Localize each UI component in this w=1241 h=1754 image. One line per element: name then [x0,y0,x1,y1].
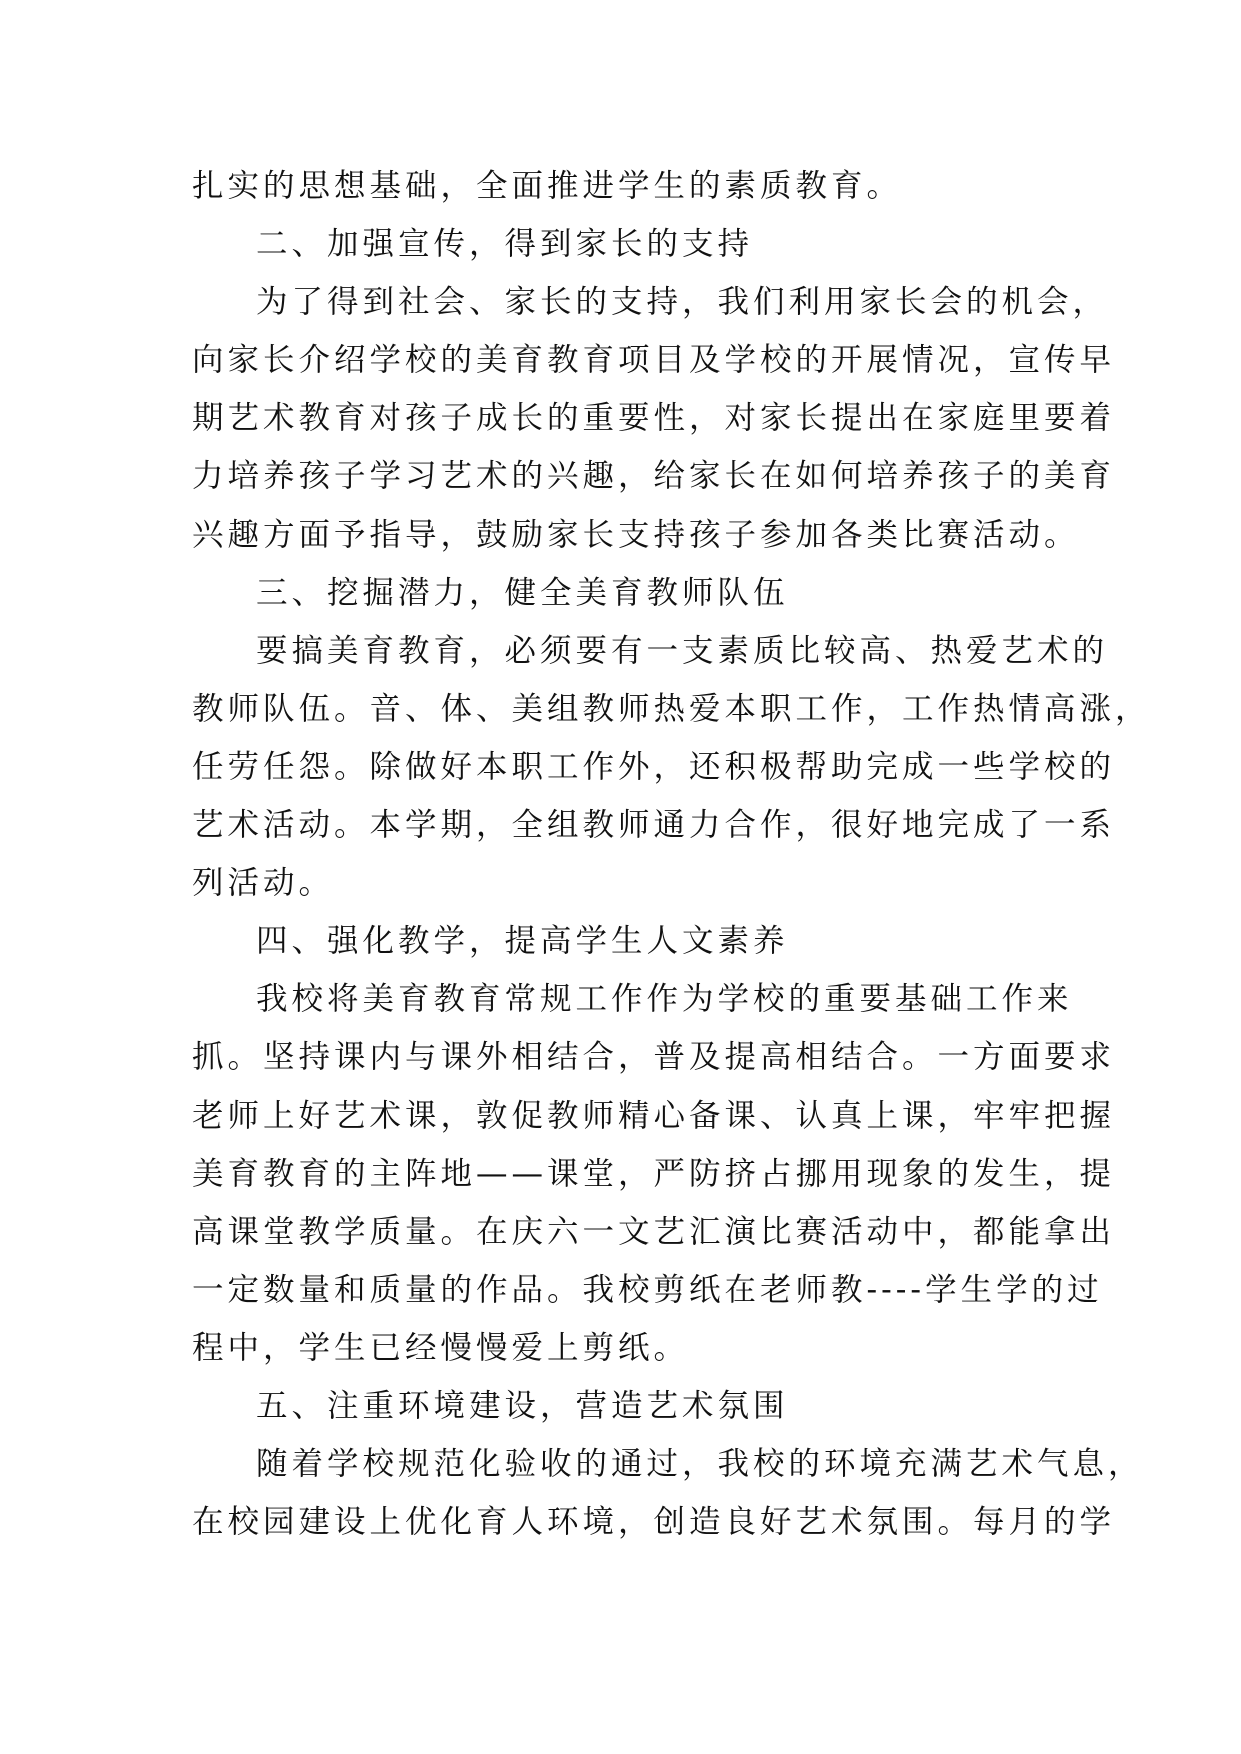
text-line: 抓。坚持课内与课外相结合，普及提高相结合。一方面要求 [192,1039,1116,1076]
text-line: 随着学校规范化验收的通过，我校的环境充满艺术气息， [256,1446,1144,1483]
text-line: 我校将美育教育常规工作作为学校的重要基础工作来 [256,981,1073,1018]
text-line: 程中，学生已经慢慢爱上剪纸。 [192,1329,690,1366]
text-line: 美育教育的主阵地——课堂，严防挤占挪用现象的发生，提 [192,1155,1116,1192]
text-line: 教师队伍。音、体、美组教师热爱本职工作，工作热情高涨， [192,690,1151,727]
section-heading: 四、强化教学，提高学生人文素养 [256,923,789,960]
text-line: 在校园建设上优化育人环境，创造良好艺术氛围。每月的学 [192,1504,1116,1541]
text-line: 兴趣方面予指导，鼓励家长支持孩子参加各类比赛活动。 [192,516,1080,553]
text-line: 一定数量和质量的作品。我校剪纸在老师教----学生学的过 [192,1271,1103,1308]
text-line: 向家长介绍学校的美育教育项目及学校的开展情况，宣传早 [192,342,1116,379]
text-line: 扎实的思想基础，全面推进学生的素质教育。 [192,168,903,204]
section-heading: 五、注重环境建设，营造艺术氛围 [256,1387,789,1424]
text-line: 老师上好艺术课，敦促教师精心备课、认真上课，牢牢把握 [192,1097,1116,1134]
text-line: 要搞美育教育，必须要有一支素质比较高、热爱艺术的 [256,632,1109,669]
section-heading: 二、加强宣传，得到家长的支持 [256,226,754,263]
text-line: 高课堂教学质量。在庆六一文艺汇演比赛活动中，都能拿出 [192,1213,1116,1250]
section-heading: 三、挖掘潜力，健全美育教师队伍 [256,574,789,611]
text-line: 任劳任怨。除做好本职工作外，还积极帮助完成一些学校的 [192,748,1116,785]
document-body [192,157,1151,1551]
text-line: 列活动。 [192,865,335,902]
text-line: 期艺术教育对孩子成长的重要性，对家长提出在家庭里要着 [192,400,1116,437]
text-line: 艺术活动。本学期，全组教师通力合作，很好地完成了一系 [192,807,1116,844]
text-line: 为了得到社会、家长的支持，我们利用家长会的机会， [256,284,1109,321]
text-line: 力培养孩子学习艺术的兴趣，给家长在如何培养孩子的美育 [192,458,1116,495]
